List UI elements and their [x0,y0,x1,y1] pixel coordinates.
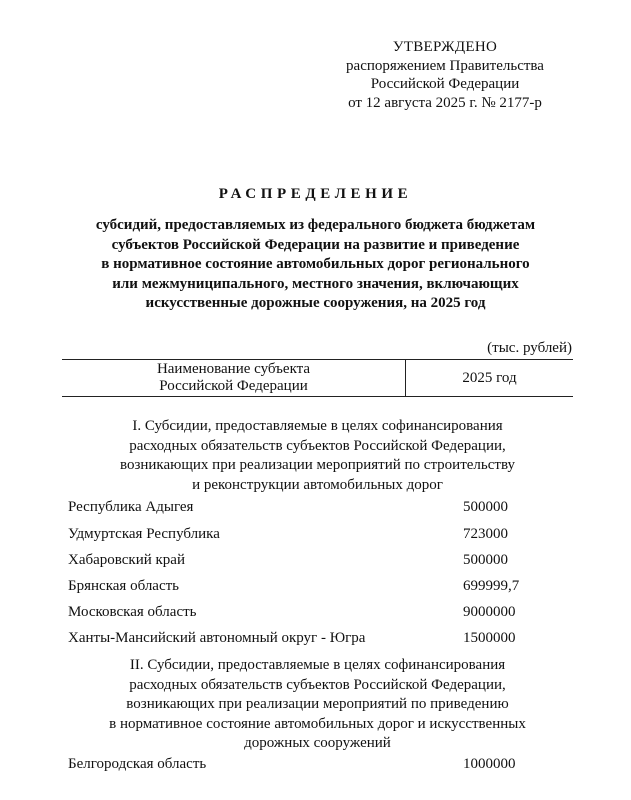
table-row [68,497,573,517]
subtitle-line: искусственные дорожные сооружения, на 2025 год [145,295,486,312]
table-row [68,602,573,622]
approval-line-3: от 12 августа 2025 г. № 2177-р [348,94,542,111]
subject-value: 723000 [463,526,508,542]
subtitle-line: или межмуниципального, местного значения, включающих [112,275,519,292]
subject-name: Московская область [68,604,197,620]
approval-heading: УТВЕРЖДЕНО [392,39,498,55]
section-title-line: и реконструкции автомобильных дорог [192,476,443,493]
units-label: (тыс. рублей) [487,340,572,356]
table-header [62,359,573,397]
approval-line-2: Российской Федерации [370,76,520,92]
subject-value: 500000 [463,499,508,515]
section-title-2 [62,656,573,754]
subject-name: Брянская область [68,578,180,594]
table-row [68,628,573,648]
header-subject-line-1: Наименование субъекта [156,361,311,377]
table-row [68,550,573,570]
document-title: РАСПРЕДЕЛЕНИЕ [218,186,413,202]
approval-stamp [330,38,560,112]
section-title-line: в нормативное состояние автомобильных дорог и искусственных [109,715,526,732]
approval-line-1: распоряжением Правительства [346,57,544,74]
table-row [68,524,573,544]
subject-name: Удмуртская Республика [68,526,220,542]
section-title-line: возникающих при реализации мероприятий по строительству [119,457,516,474]
subject-value: 699999,7 [463,578,520,594]
section-title-1 [62,417,573,495]
subject-value: 9000000 [463,604,516,620]
document-subtitle [60,216,571,314]
subject-name: Ханты-Мансийский автономный округ - Югра [68,630,366,646]
subtitle-line: субсидий, предоставляемых из федерального бюджета бюджетам [95,217,536,233]
section-title-line: II. Субсидии, предоставляемые в целях софинансирования [129,657,506,673]
section-title-line: расходных обязательств субъектов Российской Федерации, [129,676,506,693]
section-title-line: возникающих при реализации мероприятий по приведению [126,696,509,713]
section-title-line: дорожных сооружений [244,735,391,752]
subtitle-line: субъектов Российской Федерации на развитие и приведение [111,236,520,253]
table-row [68,576,573,596]
subject-value: 500000 [463,552,508,568]
subject-name: Республика Адыгея [68,499,194,515]
subject-value: 1500000 [463,630,516,646]
section-title-line: I. Субсидии, предоставляемые в целях софинансирования [132,418,503,434]
table-row [68,754,573,774]
subject-value: 1000000 [463,756,516,772]
subtitle-line: в нормативное состояние автомобильных дорог регионального [101,256,530,273]
header-subject-line-2: Российской Федерации [159,378,308,394]
subject-name: Хабаровский край [68,552,185,568]
header-year: 2025 год [462,369,517,386]
section-title-line: расходных обязательств субъектов Российской Федерации, [129,437,506,454]
header-subject-name [62,360,406,396]
subject-name: Белгородская область [68,756,207,772]
